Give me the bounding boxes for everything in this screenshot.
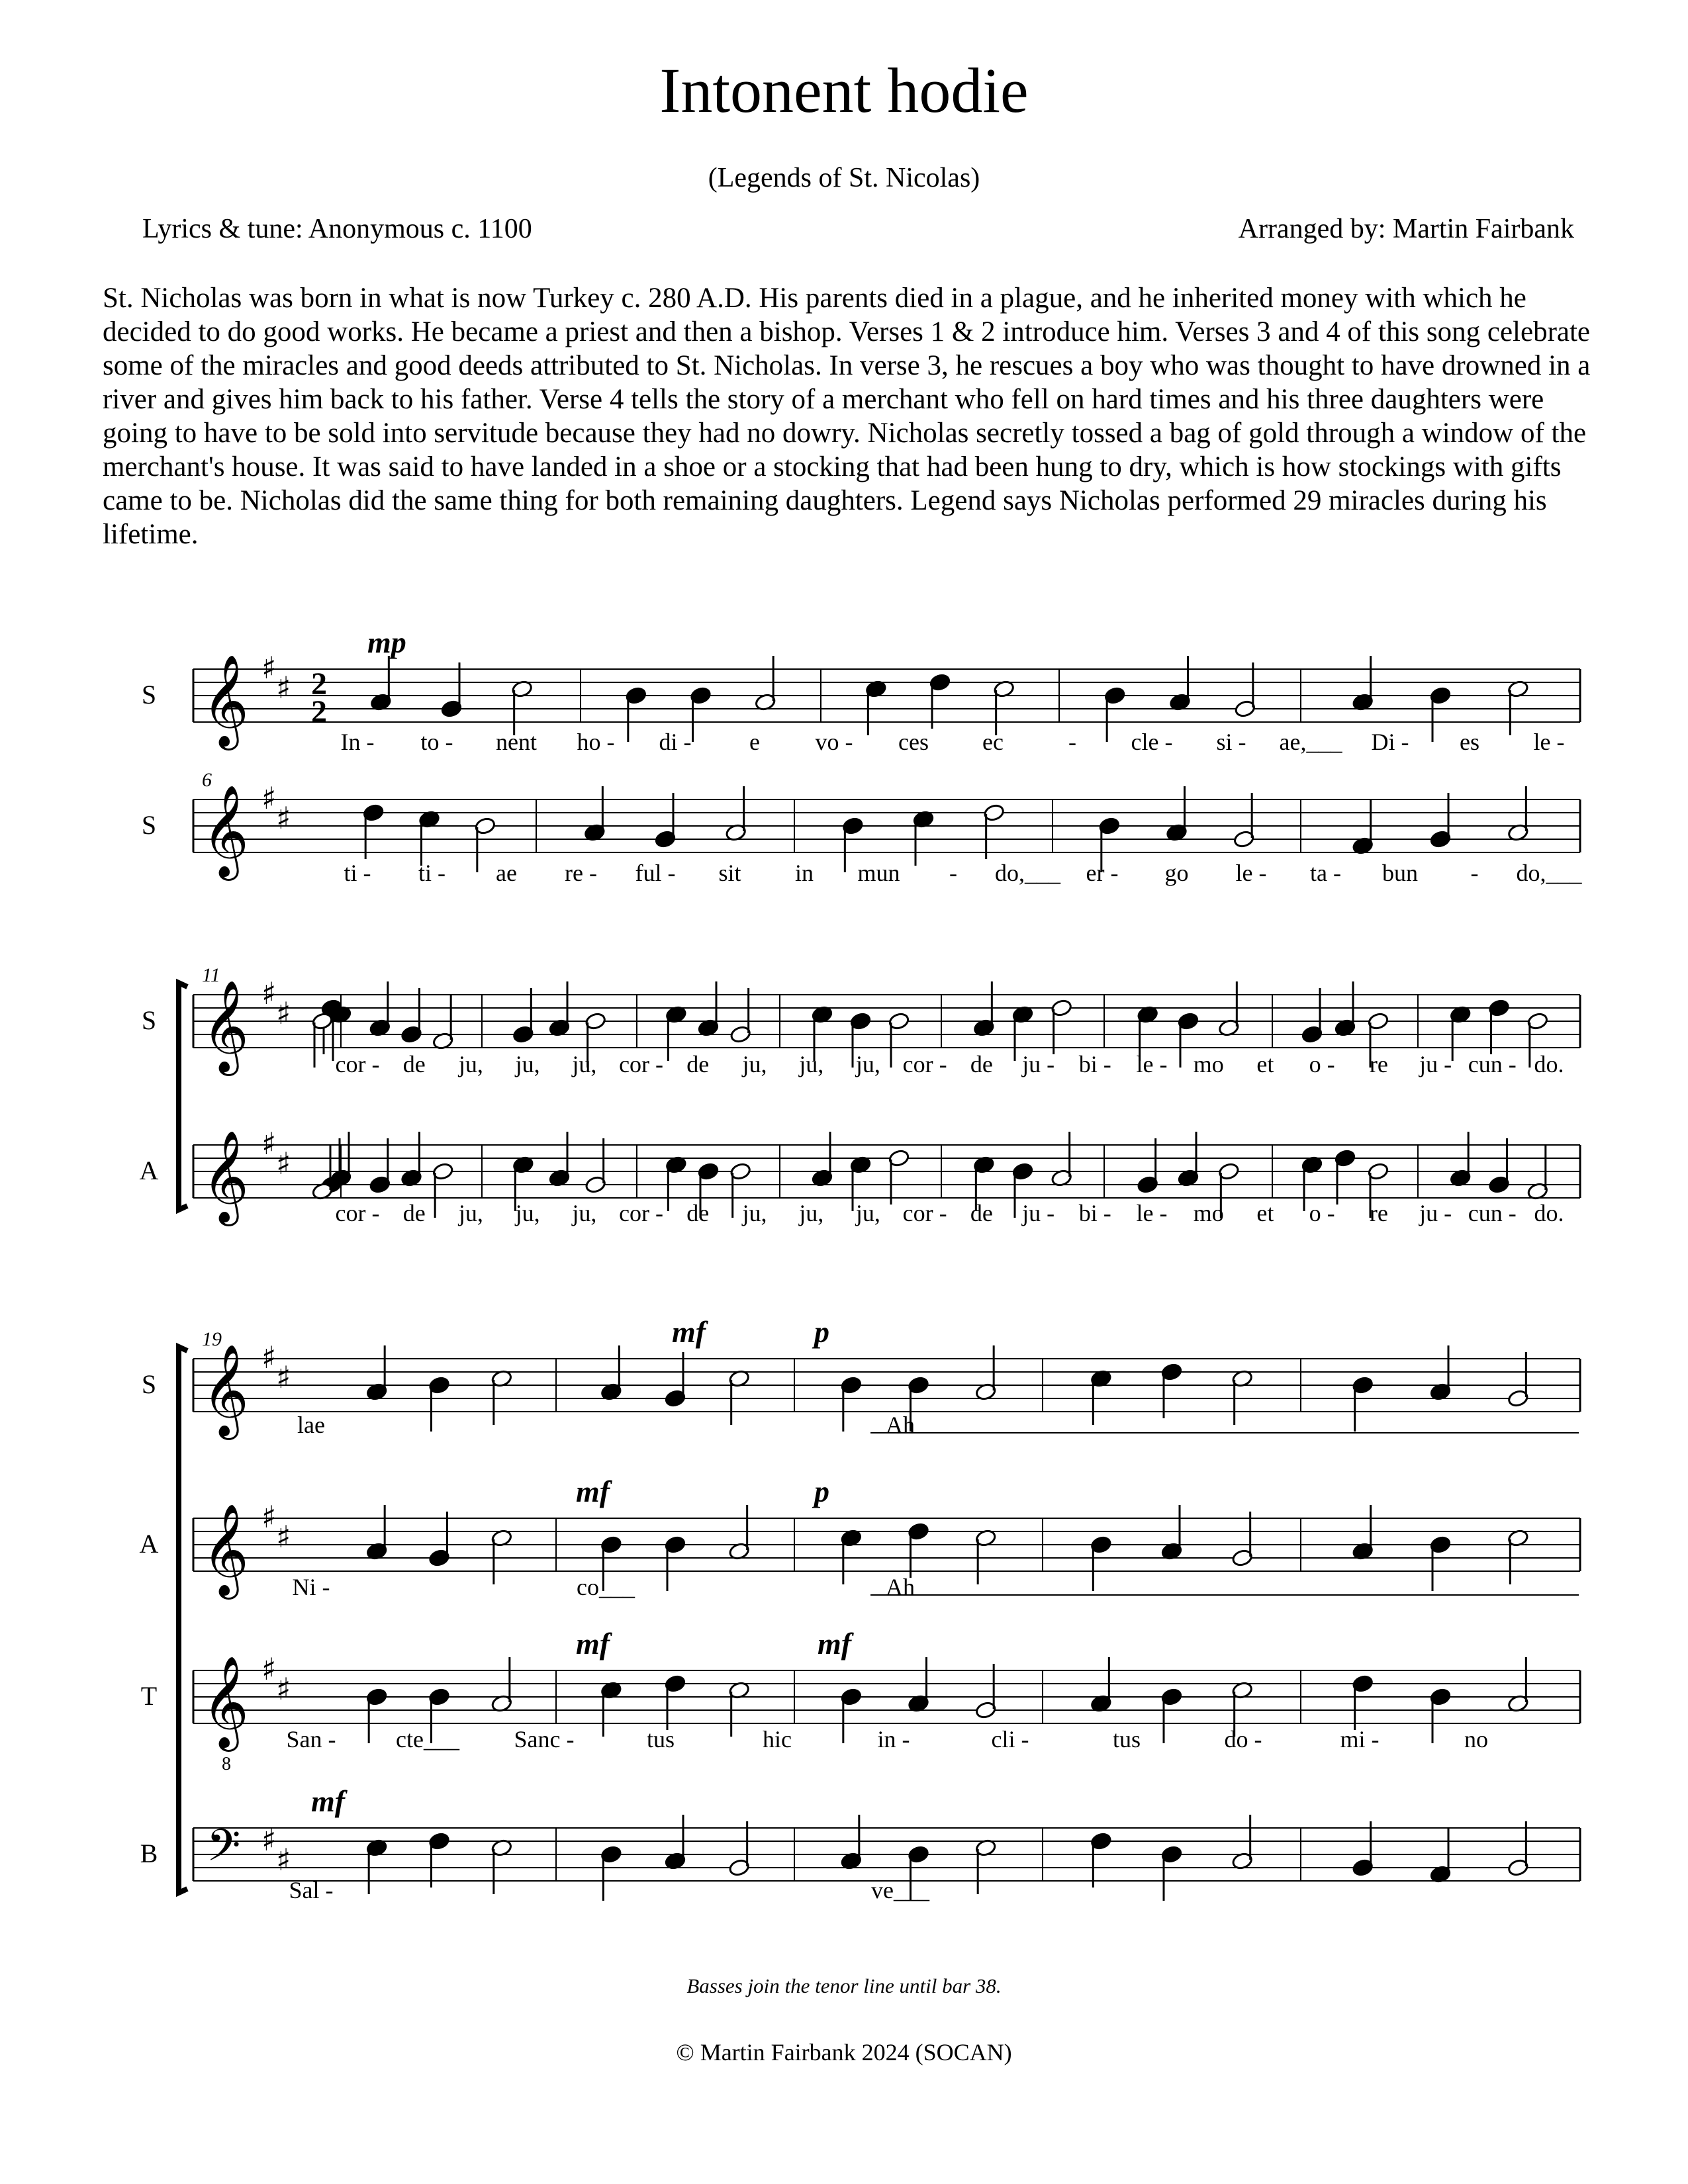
lyric-syllable: co___ [577, 1574, 635, 1600]
lyric-syllable: San - [286, 1726, 336, 1752]
system-bracket [179, 1347, 187, 1893]
lyric-syllable: re - [565, 860, 597, 886]
lyric-syllable: bi - [1078, 1051, 1111, 1077]
lyric-syllable: cun - [1468, 1200, 1517, 1226]
lyric-syllable: - [1470, 860, 1479, 886]
lyric-syllable: ju - [1419, 1200, 1452, 1226]
lyric-syllable: Ah [886, 1574, 915, 1600]
lyric-syllable: o - [1309, 1051, 1335, 1077]
sharp-icon: ♯ [261, 1822, 277, 1858]
staff-label: A [139, 1156, 159, 1185]
sharp-icon: ♯ [276, 670, 291, 705]
sharp-icon: ♯ [276, 1519, 291, 1555]
lyric-syllable: et [1256, 1200, 1274, 1226]
lyric-syllable: do. [1534, 1051, 1564, 1077]
staff-s [142, 780, 1583, 886]
lyric-syllable: to - [420, 729, 453, 755]
time-signature-numerator: 2 [311, 666, 327, 702]
intro-paragraph: St. Nicholas was born in what is now Turkey c. 280 A.D. His parents died in a plague, and he inherited money with which he decided to do good works. He became a priest and then a bishop. Verses 1 & 2 introduce him. Verses 3 and 4 of this song celebrate some of the miracles and good deeds attributed to St. Nicholas. In verse 3, he rescues a boy who was thought to have drowned in a river and gives him back to his father. Verse 4 tells the story of a merchant who fell on hard times and his three daughters were going to have to be sold into servitude because they had no dowry. Nicholas secretly tossed a bag of gold through a window of the merchant's house. It was said to have landed in a shoe or a stocking that had been hung to dry, which is how stockings with gifts came to be. Nicholas did the same thing for both remaining daughters. Legend says Nicholas performed 29 miracles during his lifetime. [103, 283, 1591, 550]
lyric-syllable: ju - [1022, 1200, 1055, 1226]
sharp-icon: ♯ [276, 1359, 291, 1395]
staff-label: A [139, 1529, 159, 1559]
lyric-syllable: ju, [742, 1051, 767, 1077]
dynamic-marking: p [814, 1475, 829, 1508]
lyric-syllable: ti - [418, 860, 445, 886]
lyric-syllable: cle - [1131, 729, 1173, 755]
score-system [142, 625, 1580, 755]
lyric-syllable: Ah [886, 1412, 915, 1438]
lyric-syllable: de [686, 1200, 710, 1226]
lyric-syllable: in [794, 860, 814, 886]
staff-s [142, 625, 1580, 755]
treble-clef-icon: 𝄞 [202, 1656, 249, 1748]
lyric-syllable: Di - [1371, 729, 1409, 755]
lyric-syllable: ju, [458, 1051, 483, 1077]
lyric-syllable: go [1164, 860, 1189, 886]
sharp-icon: ♯ [261, 1340, 277, 1375]
lyric-syllable: mo [1193, 1200, 1224, 1226]
lyric-syllable: ju, [855, 1200, 880, 1226]
lyric-syllable: ju, [855, 1051, 880, 1077]
lyric-syllable: ae,___ [1279, 729, 1342, 755]
lyric-syllable: ae [496, 860, 517, 886]
time-signature-denominator: 2 [311, 694, 327, 729]
dynamic-marking: mf [818, 1627, 852, 1661]
lyric-syllable: vo - [815, 729, 853, 755]
lyric-syllable: Sal - [289, 1877, 334, 1903]
lyric-syllable: de [402, 1051, 426, 1077]
sharp-icon: ♯ [261, 976, 277, 1011]
lyric-syllable: ti - [344, 860, 371, 886]
treble-clef-icon: 𝄞 [202, 1504, 249, 1596]
lyric-syllable: do - [1224, 1726, 1262, 1752]
sharp-icon: ♯ [261, 1499, 277, 1535]
lyric-syllable: ju, [742, 1200, 767, 1226]
score-title: Intonent hodie [659, 55, 1029, 126]
bass-clef-icon: 𝄢 [207, 1820, 241, 1882]
staff-b [140, 1784, 1580, 1903]
sharp-icon: ♯ [276, 800, 291, 836]
staff-label: B [140, 1839, 158, 1868]
lyric-syllable: lae [297, 1412, 325, 1438]
lyric-syllable: no [1464, 1726, 1488, 1752]
lyric-syllable: cor - [902, 1051, 947, 1077]
lyric-syllable: ju - [1419, 1051, 1452, 1077]
staff-a [140, 1126, 1580, 1226]
arranger-credit: Arranged by: Martin Fairbank [1238, 214, 1574, 244]
system-bracket [179, 983, 187, 1210]
score-system [140, 1315, 1580, 1903]
staff-t [141, 1627, 1580, 1774]
lyric-syllable: re [1369, 1051, 1388, 1077]
sharp-icon: ♯ [276, 1842, 291, 1878]
staff-label: S [141, 810, 157, 840]
lyric-syllable: es [1460, 729, 1479, 755]
measure-number: 19 [202, 1328, 222, 1350]
lyric-syllable: ju, [572, 1051, 597, 1077]
staff-a [140, 1475, 1580, 1600]
lyric-syllable: do. [1534, 1200, 1564, 1226]
lyric-syllable: mi - [1340, 1726, 1380, 1752]
treble-clef-icon: 𝄞 [202, 1130, 249, 1222]
lyric-syllable: ho - [577, 729, 615, 755]
lyric-syllable: tus [1112, 1726, 1141, 1752]
lyric-syllable: sit [718, 860, 741, 886]
copyright-notice: © Martin Fairbank 2024 (SOCAN) [676, 2039, 1012, 2066]
lyric-syllable: ful - [635, 860, 676, 886]
lyric-syllable: cor - [902, 1200, 947, 1226]
staff-label: T [140, 1681, 158, 1711]
sharp-icon: ♯ [276, 1671, 291, 1707]
dynamic-marking: mf [672, 1315, 706, 1349]
treble-clef-icon: 𝄞 [202, 785, 249, 877]
score-subtitle: (Legends of St. Nicolas) [708, 163, 980, 193]
lyric-syllable: Ni - [292, 1574, 330, 1600]
staff-label: S [141, 1005, 157, 1035]
measure-number: 11 [202, 964, 220, 986]
lyric-syllable: cor - [619, 1051, 664, 1077]
lyric-syllable: cor - [335, 1051, 380, 1077]
treble-clef-icon: 𝄞 [202, 655, 249, 747]
lyric-syllable: ju, [799, 1051, 824, 1077]
lyric-syllable: Sanc - [514, 1726, 575, 1752]
sharp-icon: ♯ [276, 995, 291, 1031]
lyric-syllable: cli - [991, 1726, 1029, 1752]
lyric-syllable: mun [857, 860, 900, 886]
lyric-syllable: ju, [515, 1200, 540, 1226]
score-system [142, 769, 1583, 886]
sharp-icon: ♯ [276, 1146, 291, 1181]
lyric-syllable: ju, [799, 1200, 824, 1226]
lyric-syllable: mo [1193, 1051, 1224, 1077]
lyric-syllable: ju, [458, 1200, 483, 1226]
sharp-icon: ♯ [261, 780, 277, 816]
dynamic-marking: mp [367, 625, 406, 659]
lyric-syllable: - [949, 860, 957, 886]
lyric-syllable: ec [982, 729, 1004, 755]
dynamic-marking: mf [576, 1627, 610, 1661]
octave-marker: 8 [222, 1754, 231, 1774]
dynamic-marking: mf [311, 1784, 346, 1818]
sharp-icon: ♯ [261, 1126, 277, 1161]
lyric-syllable: In - [340, 729, 375, 755]
lyric-syllable: e [749, 729, 760, 755]
sharp-icon: ♯ [261, 1651, 277, 1687]
lyric-syllable: nent [496, 729, 537, 755]
lyric-syllable: do,___ [995, 860, 1060, 886]
lyric-syllable: bi - [1078, 1200, 1111, 1226]
staff-s [142, 1315, 1580, 1440]
lyric-syllable: tus [646, 1726, 675, 1752]
lyric-syllable: do,___ [1516, 860, 1582, 886]
lyric-syllable: er - [1086, 860, 1119, 886]
dynamic-marking: p [814, 1315, 829, 1349]
lyric-syllable: bun [1382, 860, 1418, 886]
footnote: Basses join the tenor line until bar 38. [686, 1974, 1002, 1997]
lyric-syllable: ta - [1310, 860, 1341, 886]
lyric-syllable: cor - [619, 1200, 664, 1226]
lyric-syllable: ve___ [871, 1877, 929, 1903]
measure-number: 6 [202, 769, 212, 791]
lyric-syllable: re [1369, 1200, 1388, 1226]
lyric-syllable: in - [877, 1726, 910, 1752]
dynamic-marking: mf [576, 1475, 610, 1508]
lyric-syllable: le - [1136, 1200, 1168, 1226]
lyric-syllable: cte___ [396, 1726, 459, 1752]
lyrics-credit: Lyrics & tune: Anonymous c. 1100 [142, 214, 532, 244]
lyric-syllable: le - [1235, 860, 1267, 886]
staff-label: S [141, 1369, 157, 1399]
lyric-syllable: de [970, 1051, 993, 1077]
lyric-syllable: et [1256, 1051, 1274, 1077]
lyric-syllable: ces [898, 729, 929, 755]
lyric-syllable: de [970, 1200, 993, 1226]
treble-clef-icon: 𝄞 [202, 1344, 249, 1436]
lyric-syllable: - [1068, 729, 1076, 755]
lyric-syllable: hic [763, 1726, 792, 1752]
lyric-syllable: cor - [335, 1200, 380, 1226]
lyric-syllable: si - [1216, 729, 1246, 755]
score-system [140, 964, 1580, 1226]
treble-clef-icon: 𝄞 [202, 980, 249, 1072]
lyric-syllable: de [402, 1200, 426, 1226]
staff-s [142, 976, 1580, 1077]
lyric-syllable: o - [1309, 1200, 1335, 1226]
lyric-syllable: cun - [1468, 1051, 1517, 1077]
lyric-syllable: ju, [515, 1051, 540, 1077]
sharp-icon: ♯ [261, 650, 277, 686]
staff-label: S [141, 680, 157, 709]
lyric-syllable: le - [1136, 1051, 1168, 1077]
lyric-syllable: ju - [1022, 1051, 1055, 1077]
lyric-syllable: di - [659, 729, 692, 755]
lyric-syllable: de [686, 1051, 710, 1077]
lyric-syllable: ju, [572, 1200, 597, 1226]
lyric-syllable: le - [1533, 729, 1565, 755]
